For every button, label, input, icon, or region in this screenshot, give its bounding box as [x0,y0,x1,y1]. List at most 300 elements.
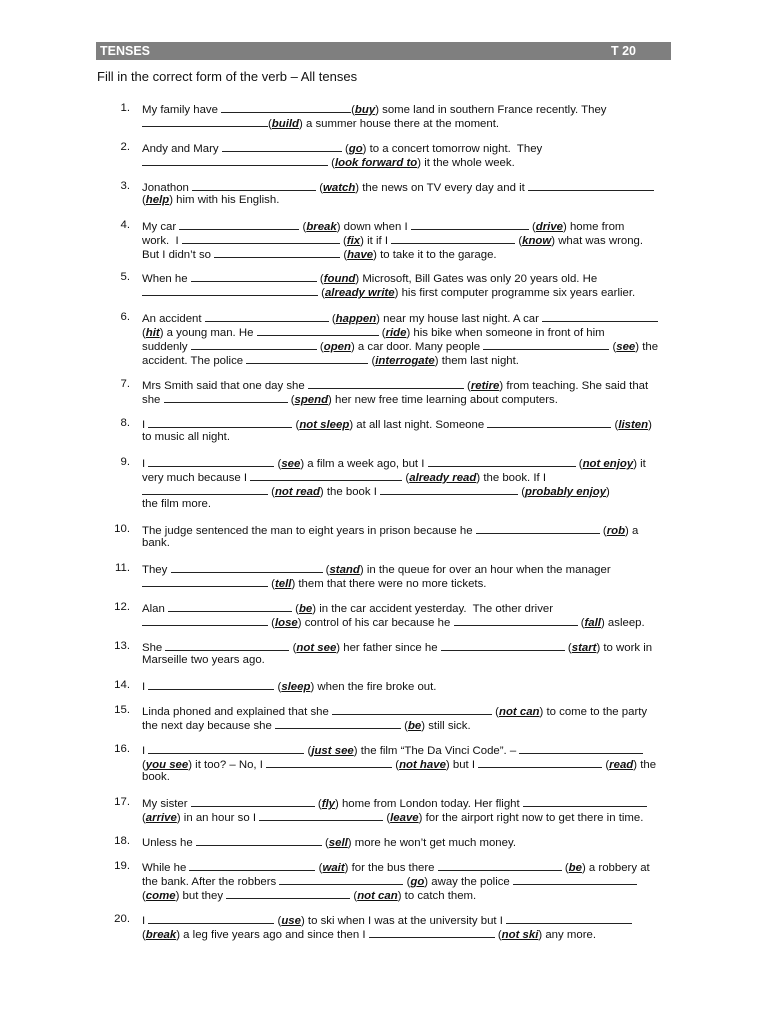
exercise-text: work. I [142,235,182,247]
answer-blank[interactable] [191,338,317,350]
answer-blank[interactable] [476,522,600,534]
answer-blank[interactable] [142,115,268,127]
exercise-text: ( [351,104,355,116]
answer-blank[interactable] [148,912,274,924]
exercise-text: ) a leg five years ago and since then I [176,929,369,941]
exercise-line [142,536,170,550]
exercise-text: I [142,681,149,693]
answer-blank[interactable] [148,455,274,467]
exercise-line [142,284,635,300]
verb-hint: not read [274,486,320,498]
answer-blank[interactable] [205,310,329,322]
exercise-text: ( [291,603,299,615]
exercise-text: ( [316,341,324,353]
exercise-text: ) some land in southern France recently. They [375,104,607,116]
exercise-text: bank. [142,537,170,549]
exercise-text: ) him with his English. [169,194,280,206]
verb-hint: be [298,603,313,615]
exercise-text: ( [322,564,330,576]
answer-blank[interactable] [478,756,602,768]
exercise-text: ( [289,642,297,654]
exercise-text: ) it too? – No, I [188,759,267,771]
exercise-text: I [142,745,149,757]
exercise-text: ) a [625,525,639,537]
exercise-text: accident. The police [142,355,247,367]
exercise-text: ( [561,862,569,874]
verb-hint: you see [145,759,189,771]
verb-hint: watch [323,182,356,194]
exercise-text: ( [142,194,146,206]
verb-hint: happen [335,313,377,325]
exercise-text: ( [339,235,347,247]
exercise-number: 13. [114,640,130,652]
exercise-line [142,834,516,850]
verb-hint: come [145,890,176,902]
exercise-line [142,926,596,942]
verb-hint: help [145,194,170,206]
exercise-text: ( [142,327,146,339]
exercise-number: 9. [120,456,130,468]
exercise-text: ) it the whole week. [417,157,515,169]
verb-hint: break [306,221,337,233]
exercise-number: 6. [120,311,130,323]
exercise-text: ) for the bus there [344,862,438,874]
exercise-text: Andy and Mary [142,143,222,155]
answer-blank[interactable] [487,416,611,428]
exercise-text: Jonathon [142,182,193,194]
exercise-text: ( [340,249,348,261]
exercise-line [142,809,643,825]
answer-blank[interactable] [275,717,401,729]
verb-hint: build [271,118,299,130]
exercise-line [142,115,499,131]
exercise-text: very much because I [142,472,251,484]
exercise-number: 12. [114,601,130,613]
verb-hint: fall [584,617,601,629]
exercise-text: ( [328,157,335,169]
exercise-text: ) them last night. [434,355,519,367]
exercise-line [142,887,476,903]
answer-blank[interactable] [214,246,340,258]
exercise-text: ( [350,890,358,902]
exercise-line [142,246,497,262]
exercise-text: ( [402,472,410,484]
answer-blank[interactable] [513,873,637,885]
answer-blank[interactable] [266,756,392,768]
exercise-text: ) in the queue for over an hour when the manager [359,564,611,576]
exercise-line [142,522,638,538]
verb-hint: be [407,720,422,732]
exercise-text: Mrs Smith said that one day she [142,380,308,392]
instructions: Fill in the correct form of the verb – All tenses [97,69,358,84]
exercise-text: ( [142,929,146,941]
verb-hint: rob [606,525,626,537]
answer-blank[interactable] [222,140,342,152]
exercise-text: They [142,564,171,576]
exercise-text: ) a robbery at [581,862,650,874]
exercise-number: 15. [114,704,130,716]
answer-blank[interactable] [454,614,578,626]
exercise-text: My family have [142,104,222,116]
verb-hint: stand [329,564,360,576]
answer-blank[interactable] [259,809,383,821]
exercise-line [142,154,515,170]
verb-hint: lose [274,617,298,629]
exercise-text: ) a car door. Many people [350,341,484,353]
answer-blank[interactable] [164,391,288,403]
answer-blank[interactable] [221,101,351,113]
exercise-text: ( [268,578,275,590]
answer-blank[interactable] [165,639,289,651]
exercise-text: ( [494,929,502,941]
exercise-text: ) the film “The Da Vinci Code”. – [353,745,520,757]
answer-blank[interactable] [506,912,632,924]
exercise-number: 10. [114,523,130,535]
exercise-text: ) his bike when someone in front of him [406,327,605,339]
exercise-text: ( [321,837,329,849]
exercise-line [142,614,645,630]
exercise-text: ) to take it to the garage. [373,249,497,261]
answer-blank[interactable] [142,154,328,166]
answer-blank[interactable] [542,310,658,322]
exercise-line [142,678,436,694]
exercise-text: But I didn’t so [142,249,215,261]
exercise-text: ( [304,745,312,757]
exercise-text: ) away the police [424,876,513,888]
exercise-text: While he [142,862,190,874]
exercise-text: ) it [633,458,646,470]
verb-hint: not ski [501,929,539,941]
exercise-text: I [142,915,149,927]
exercise-text: ( [142,759,146,771]
exercise-line [142,497,211,511]
exercise-text: ) the book. If I [476,472,547,484]
answer-blank[interactable] [483,338,609,350]
exercise-text: ( [268,617,275,629]
verb-hint: spend [294,394,329,406]
verb-hint: break [145,929,177,941]
answer-blank[interactable] [250,469,402,481]
exercise-text: Linda phoned and explained that she [142,706,333,718]
answer-blank[interactable] [189,859,315,871]
exercise-text: The judge sentenced the man to eight years in prison because he [142,525,476,537]
exercise-text: ) [606,486,610,498]
answer-blank[interactable] [196,834,322,846]
verb-hint: hit [145,327,160,339]
verb-hint: not see [296,642,337,654]
exercise-text: She [142,642,166,654]
exercise-text: ) asleep. [600,617,645,629]
exercise-number: 20. [114,913,130,925]
exercise-text: ) the book I [319,486,381,498]
exercise-text: ( [292,419,300,431]
exercise-line [142,483,610,499]
exercise-text: ( [403,876,411,888]
exercise-text: My sister [142,798,191,810]
exercise-number: 8. [120,417,130,429]
exercise-text: ( [341,143,349,155]
verb-hint: start [571,642,597,654]
exercise-text: ) still sick. [421,720,471,732]
answer-blank[interactable] [257,324,379,336]
answer-blank[interactable] [380,483,518,495]
exercise-text: I [142,458,149,470]
verb-hint: leave [390,812,419,824]
verb-hint: already read [409,472,477,484]
exercise-text: ( [515,235,523,247]
exercise-text: ) her new free time learning about computers. [328,394,558,406]
exercise-text: ( [577,617,585,629]
verb-hint: read [609,759,634,771]
exercise-text: ) any more. [538,929,596,941]
exercise-text: ( [383,812,391,824]
verb-hint: know [522,235,552,247]
exercise-number: 17. [114,796,130,808]
exercise-text: ) at all last night. Someone [349,419,488,431]
exercise-number: 18. [114,835,130,847]
verb-hint: use [281,915,301,927]
exercise-text: ) what was wrong. [551,235,644,247]
exercise-text: ) home from London today. Her flight [335,798,523,810]
exercise-text: ( [400,720,408,732]
exercise-text: ( [274,458,282,470]
exercise-text: ) them that there were no more tickets. [291,578,487,590]
answer-blank[interactable] [192,179,316,191]
exercise-text: ) his first computer programme six years earlier. [394,287,636,299]
answer-blank[interactable] [142,284,318,296]
exercise-number: 1. [120,102,130,114]
exercise-text: ( [274,915,282,927]
worksheet-code: T 20 [610,44,636,58]
exercise-text: ( [609,341,617,353]
exercise-text: the bank. After the robbers [142,876,280,888]
exercise-line [142,391,558,407]
exercise-text: ( [315,862,323,874]
verb-hint: found [323,273,356,285]
exercise-text: ) to work in [596,642,653,654]
exercise-text: ( [316,182,324,194]
exercise-text: ( [316,273,324,285]
exercise-text: ( [299,221,307,233]
exercise-text: ( [314,798,322,810]
answer-blank[interactable] [142,614,268,626]
exercise-text: ( [528,221,536,233]
exercise-text: ) in the car accident yesterday. The other driver [312,603,554,615]
exercise-text: ( [318,287,325,299]
exercise-number: 2. [120,141,130,153]
exercise-text: I [142,419,149,431]
exercise-text: ) the [635,341,659,353]
header-bar [96,42,671,60]
exercise-text: ( [274,681,282,693]
answer-blank[interactable] [308,377,464,389]
exercise-text: ) in an hour so I [176,812,260,824]
verb-hint: already write [324,287,395,299]
verb-hint: arrive [145,812,177,824]
exercise-text: ( [564,642,572,654]
exercise-line [142,575,486,591]
verb-hint: have [347,249,374,261]
exercise-text: ( [518,486,526,498]
exercise-text: When he [142,273,191,285]
answer-blank[interactable] [246,352,368,364]
answer-blank[interactable] [142,575,268,587]
exercise-text: ( [142,812,146,824]
exercise-text: ( [575,458,583,470]
exercise-text: Unless he [142,837,196,849]
exercise-text: ( [392,759,400,771]
exercise-text: ) a summer house there at the moment. [299,118,500,130]
exercise-text: ) a film a week ago, but I [300,458,428,470]
exercise-number: 7. [120,378,130,390]
exercise-text: ) the [633,759,657,771]
verb-hint: look forward to [334,157,418,169]
exercise-text: suddenly [142,341,191,353]
exercise-text: ) but they [175,890,227,902]
verb-hint: see [281,458,301,470]
exercise-number: 3. [120,180,130,192]
verb-hint: not enjoy [582,458,634,470]
exercise-text: to music all night. [142,431,230,443]
exercise-number: 14. [114,679,130,691]
verb-hint: open [323,341,351,353]
worksheet-title: TENSES [100,44,151,58]
verb-hint: ride [385,327,407,339]
answer-blank[interactable] [191,270,317,282]
verb-hint: buy [354,104,376,116]
verb-hint: probably enjoy [525,486,607,498]
verb-hint: wait [322,862,345,874]
exercise-text: ( [268,486,275,498]
verb-hint: sleep [281,681,311,693]
exercise-text: ) near my house last night. A car [376,313,543,325]
verb-hint: just see [311,745,354,757]
exercise-line [142,352,519,368]
exercise-text: ) home from [563,221,625,233]
exercise-text: An accident [142,313,205,325]
exercise-text: she [142,394,164,406]
answer-blank[interactable] [182,232,340,244]
answer-blank[interactable] [441,639,565,651]
verb-hint: not can [498,706,540,718]
exercise-text: the next day because she [142,720,275,732]
exercise-text: ) for the airport right now to get there in time. [418,812,644,824]
answer-blank[interactable] [411,218,529,230]
exercise-text: ( [378,327,386,339]
exercise-text: ( [287,394,295,406]
exercise-number: 4. [120,219,130,231]
exercise-text: ( [602,759,610,771]
answer-blank[interactable] [391,232,515,244]
answer-blank[interactable] [148,742,304,754]
exercise-text: ( [599,525,607,537]
answer-blank[interactable] [369,926,495,938]
verb-hint: tell [274,578,292,590]
exercise-text: the film more. [142,498,211,510]
verb-hint: interrogate [375,355,435,367]
verb-hint: fix [346,235,361,247]
exercise-text: Alan [142,603,168,615]
answer-blank[interactable] [279,873,403,885]
exercise-number: 19. [114,860,130,872]
verb-hint: listen [618,419,649,431]
exercise-text: ) from teaching. She said that [499,380,649,392]
exercise-text: ( [463,380,471,392]
verb-hint: not sleep [299,419,350,431]
exercise-text: ) to ski when I was at the university but I [300,915,507,927]
exercise-text: ( [368,355,376,367]
exercise-text: ) [648,419,652,431]
exercise-line [142,193,279,207]
verb-hint: be [568,862,582,874]
answer-blank[interactable] [171,561,323,573]
exercise-text: Marseille two years ago. [142,654,265,666]
exercise-text: ( [611,419,619,431]
answer-blank[interactable] [148,416,292,428]
verb-hint: not have [399,759,446,771]
verb-hint: retire [470,380,500,392]
answer-blank[interactable] [142,483,268,495]
exercise-text: ) control of his car because he [297,617,454,629]
verb-hint: not can [357,890,398,902]
exercise-number: 11. [115,562,130,574]
exercise-number: 16. [114,743,130,755]
answer-blank[interactable] [191,795,315,807]
exercise-text: ) but I [445,759,479,771]
answer-blank[interactable] [528,179,654,191]
answer-blank[interactable] [226,887,350,899]
exercise-text: My car [142,221,180,233]
answer-blank[interactable] [519,742,643,754]
exercise-text: ) to a concert tomorrow night. They [362,143,543,155]
exercise-text: ) when the fire broke out. [310,681,437,693]
answer-blank[interactable] [179,218,299,230]
answer-blank[interactable] [148,678,274,690]
verb-hint: see [616,341,636,353]
verb-hint: fly [321,798,335,810]
exercise-text: ) it if I [360,235,392,247]
exercise-text: ) down when I [336,221,411,233]
exercise-line [142,756,656,772]
exercise-text: ( [328,313,336,325]
exercise-text: book. [142,771,170,783]
exercise-text: ( [492,706,499,718]
exercise-text: ) Microsoft, Bill Gates was only 20 years old. He [355,273,598,285]
answer-blank[interactable] [332,703,492,715]
exercise-line [142,430,230,444]
exercise-text: ) more he won’t get much money. [347,837,516,849]
exercise-text: ) to catch them. [397,890,477,902]
verb-hint: go [410,876,425,888]
exercise-line [142,653,265,667]
answer-blank[interactable] [438,859,562,871]
exercise-text: ) the news on TV every day and it [355,182,528,194]
verb-hint: go [348,143,363,155]
exercise-text: ( [268,118,272,130]
exercise-line [142,770,170,784]
exercise-line [142,717,471,733]
answer-blank[interactable] [168,600,292,612]
exercise-number: 5. [120,271,130,283]
answer-blank[interactable] [428,455,576,467]
exercise-text: ( [142,890,146,902]
exercise-text: ) to come to the party [539,706,648,718]
verb-hint: sell [328,837,348,849]
answer-blank[interactable] [523,795,647,807]
verb-hint: drive [535,221,563,233]
exercise-text: ) her father since he [336,642,441,654]
exercise-text: ) a young man. He [159,327,257,339]
